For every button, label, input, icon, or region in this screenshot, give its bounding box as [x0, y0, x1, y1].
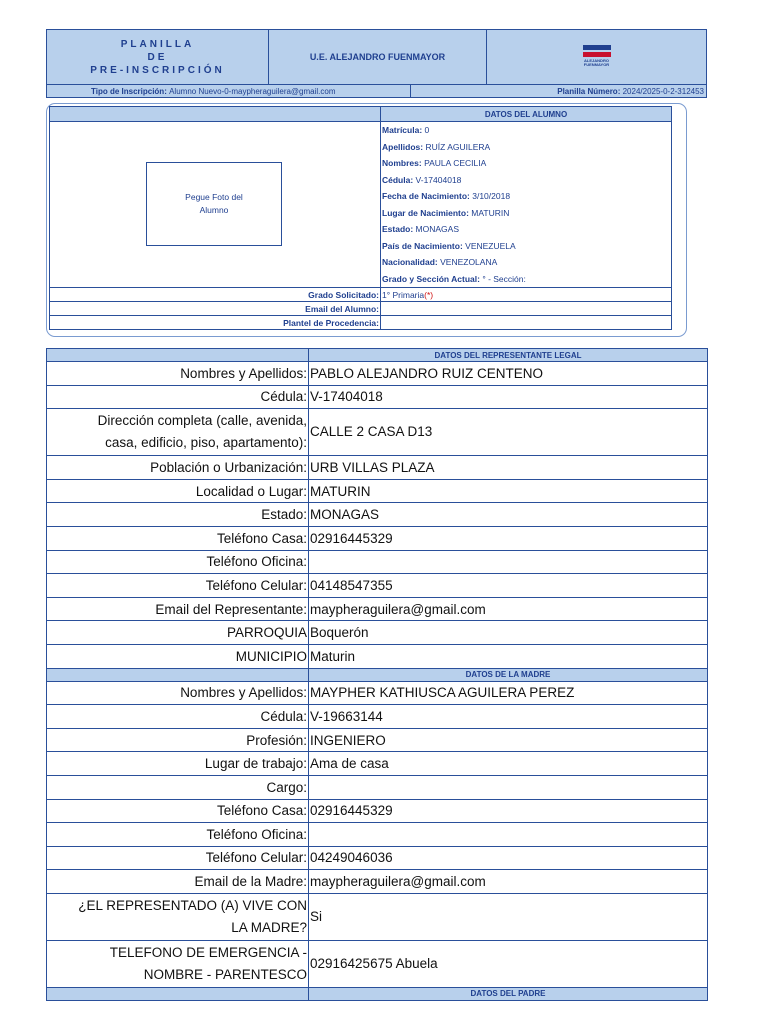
table-row: Nombres y Apellidos: MAYPHER KATHIUSCA AGUILERA PEREZ — [47, 681, 708, 705]
father-band-left — [47, 987, 309, 1000]
student-email-label: Email del Alumno: — [50, 302, 381, 316]
student-field: Cédula: V-17404018 — [382, 174, 462, 185]
table-row: Teléfono Celular: 04249046036 — [47, 846, 708, 870]
table-row: Teléfono Oficina: — [47, 550, 708, 574]
table-row: MUNICIPIO Maturin — [47, 644, 708, 668]
grade-requested-value: 1° Primaria(*) — [381, 288, 672, 302]
photo-placeholder — [146, 162, 282, 246]
table-row: Email de la Madre: maypheraguilera@gmail.com — [47, 870, 708, 894]
table-row: Lugar de trabajo: Ama de casa — [47, 752, 708, 776]
grade-requested-label: Grado Solicitado: — [50, 288, 381, 302]
student-field: País de Nacimiento: VENEZUELA — [382, 240, 516, 251]
form-header — [46, 29, 707, 85]
photo-text-1: Pegue Foto del — [185, 192, 243, 202]
student-field: Nombres: PAULA CECILIA — [382, 158, 487, 168]
table-row: Teléfono Casa: 02916445329 — [47, 526, 708, 550]
guardian-section-title: DATOS DEL REPRESENTANTE LEGAL — [309, 349, 708, 362]
mother-band-left — [47, 668, 309, 681]
school-name: U.E. ALEJANDRO FUENMAYOR — [269, 30, 487, 84]
table-row: ¿EL REPRESENTADO (A) VIVE CON LA MADRE? Si — [47, 893, 708, 940]
student-section — [49, 106, 672, 330]
previous-school-label: Plantel de Procedencia: — [50, 316, 381, 330]
table-row: Profesión: INGENIERO — [47, 728, 708, 752]
planilla-number-label: Planilla Número: — [557, 86, 621, 96]
student-field: Matrícula: 0 — [382, 125, 430, 135]
student-field: Nacionalidad: VENEZOLANA — [382, 257, 498, 267]
father-section-title: DATOS DEL PADRE — [309, 987, 708, 1000]
form-subheader — [46, 85, 707, 98]
form-title — [47, 30, 269, 84]
student-field: Grado y Sección Actual: ° - Sección: — [382, 273, 526, 284]
table-row: TELEFONO DE EMERGENCIA - NOMBRE - PARENTESCO 02916425675 Abuela — [47, 940, 708, 987]
table-row: Dirección completa (calle, avenida, casa, edificio, piso, apartamento): CALLE 2 CASA D13 — [47, 409, 708, 456]
table-row: Cargo: — [47, 775, 708, 799]
student-field: Estado: MONAGAS — [382, 224, 459, 234]
photo-text-2: Alumno — [199, 205, 229, 215]
table-row: Nombres y Apellidos: PABLO ALEJANDRO RUIZ CENTENO — [47, 362, 708, 386]
planilla-number-value: 2024/2025-0-2-312453 — [622, 86, 704, 96]
form-title-line-3: PRE-INSCRIPCIÓN — [90, 64, 225, 76]
previous-school-value — [381, 316, 672, 330]
table-row: Teléfono Oficina: — [47, 823, 708, 847]
required-mark: (*) — [424, 289, 434, 300]
table-row: Teléfono Celular: 04148547355 — [47, 574, 708, 598]
guardian-band-left — [47, 349, 309, 362]
table-row: Población o Urbanización: URB VILLAS PLAZA — [47, 456, 708, 480]
form-title-line-2: DE — [147, 51, 168, 63]
inscription-type-value: Alumno Nuevo-0-maypheraguilera@gmail.com — [169, 86, 336, 96]
student-email-value — [381, 302, 672, 316]
guardian-table — [46, 348, 708, 1001]
table-row: Estado: MONAGAS — [47, 503, 708, 527]
form-title-line-1: PLANILLA — [120, 38, 195, 50]
student-band-left — [50, 107, 381, 122]
school-logo-icon — [579, 43, 615, 71]
student-info — [381, 122, 672, 288]
table-row: Email del Representante: maypheraguilera@gmail.com — [47, 597, 708, 621]
student-field: Fecha de Nacimiento: 3/10/2018 — [382, 191, 511, 201]
inscription-type-label: Tipo de Inscripción: — [91, 86, 167, 96]
inscription-type — [47, 85, 411, 97]
student-field: Apellidos: RUÍZ AGUILERA — [382, 141, 491, 152]
table-row: PARROQUIA Boquerón — [47, 621, 708, 645]
mother-section-title: DATOS DE LA MADRE — [309, 668, 708, 681]
student-section-title: DATOS DEL ALUMNO — [381, 107, 672, 122]
student-field: Lugar de Nacimiento: MATURIN — [382, 207, 510, 218]
school-logo-caption: ALEJANDRO FUENMAYOR — [583, 58, 610, 67]
photo-cell — [50, 122, 381, 288]
table-row: Localidad o Lugar: MATURIN — [47, 479, 708, 503]
table-row: Cédula: V-19663144 — [47, 705, 708, 729]
table-row: Teléfono Casa: 02916445329 — [47, 799, 708, 823]
school-logo-cell — [487, 30, 706, 84]
planilla-number — [411, 87, 706, 96]
table-row: Cédula: V-17404018 — [47, 385, 708, 409]
